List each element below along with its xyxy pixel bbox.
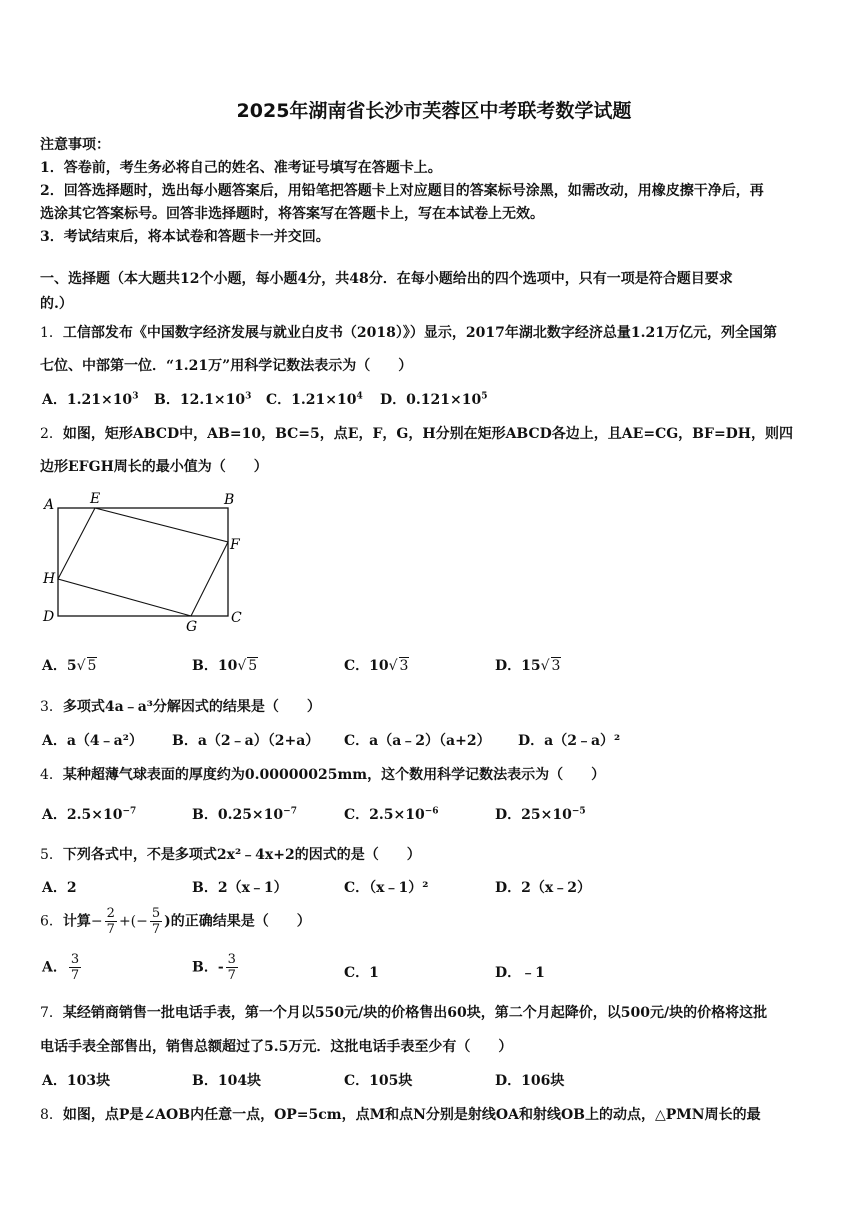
label-g: G (186, 619, 198, 635)
q1-text-a: 工信部发布《中国数字经济发展与就业白皮书（2018）》）显示，2017年湖北数字经济总量1.21万亿元，列全国第 (62, 325, 777, 341)
label-h: H (43, 571, 56, 587)
q7-option-a: A．103块 (42, 1073, 111, 1089)
q2-line-a (40, 423, 828, 443)
q5-line (40, 844, 828, 864)
q5-option-c: C．（x﹣1）² (344, 880, 429, 896)
q3-option-c: C．a（a﹣2）（a+2） (344, 733, 491, 749)
q5-number: 5． (40, 847, 63, 863)
label-d: D (43, 609, 55, 625)
section-heading-a: 一、选择题（本大题共12个小题，每小题4分，共48分．在每小题给出的四个选项中，只有一项是符合题目要求 (40, 271, 733, 287)
q7-option-d: D．106块 (495, 1073, 565, 1089)
q6-option-c: C．1 (344, 965, 379, 981)
q2-text-a: 如图，矩形ABCD中，AB=10，BC=5，点E，F，G，H分别在矩形ABCD各边上，且AE=CG，BF=DH，则四 (62, 426, 794, 442)
q1-number: 1． (40, 325, 63, 341)
q7-line-a (40, 1002, 828, 1022)
q5-option-d: D．2（x﹣2） (495, 880, 591, 896)
q1-option-b: B．$12.1\times 10^3$ (154, 391, 252, 408)
q3-option-a: A．a（4﹣a²） (42, 733, 143, 749)
q4-line (40, 764, 828, 784)
label-e: E (90, 491, 101, 507)
q2-line-b: 边形EFGH周长的最小值为（ ） (40, 459, 268, 475)
q1-option-c: C．$1.21\times 10^4$ (266, 391, 363, 408)
label-f: F (230, 537, 240, 553)
q3-number: 3． (40, 699, 63, 715)
note-3: 3．考试结束后，将本试卷和答题卡一并交回。 (40, 229, 330, 245)
q4-option-c: C．$2.5\times 10^{-6}$ (344, 806, 439, 823)
q4-option-d: D．$25\times 10^{-5}$ (495, 806, 586, 823)
q7-option-c: C．105块 (344, 1073, 413, 1089)
q7-option-b: B．104块 (192, 1073, 262, 1089)
q6-fraction-1: $\frac{2}{7}$ (106, 906, 115, 937)
q3-line (40, 696, 828, 716)
label-c: C (231, 610, 242, 626)
q6-option-a: A． $\frac{3}{7}$ (42, 952, 80, 983)
q2-option-c: C．10√ 3 (344, 658, 409, 674)
q5-option-a: A．2 (42, 880, 77, 896)
q7-line-b: 电话手表全部售出，销售总额超过了5.5万元．这批电话手表至少有（ ） (40, 1039, 513, 1055)
q8-text-a: 如图，点P是∠AOB内任意一点，OP=5cm，点M和点N分别是射线OA和射线OB上的动点，△PMN周长的最 (62, 1107, 761, 1123)
q6-option-d: D．﹣1 (495, 965, 545, 981)
q2-option-d: D．15√ 3 (495, 658, 561, 674)
q8-line-a (40, 1104, 828, 1124)
q6-fraction-2: $\frac{5}{7}$ (151, 906, 161, 937)
q3-option-d: D．a（2﹣a）² (518, 733, 621, 749)
q4-option-b: B．$0.25\times 10^{-7}$ (192, 806, 297, 823)
q3-option-b: B．a（2﹣a）（2+a） (172, 733, 320, 749)
q1-line-a (40, 322, 828, 342)
section-heading-b: 的.） (40, 296, 73, 312)
note-1: 1．答卷前，考生务必将自己的姓名、准考证号填写在答题卡上。 (40, 160, 442, 176)
q6-option-b: B．- $\frac{3}{7}$ (192, 952, 236, 983)
q4-number: 4． (40, 767, 63, 783)
q5-option-b: B．2（x﹣1） (192, 880, 288, 896)
q5-text: 下列各式中，不是多项式2x²﹣4x+2的因式的是（ ） (62, 847, 421, 863)
q7-text-a: 某经销商销售一批电话手表，第一个月以550元/块的价格售出60块，第二个月起降价，以500元/块的价格将这批 (62, 1005, 768, 1021)
q6-line: 6．计算− $\frac{2}{7}$ +(− $\frac{5}{7}$ )的正确结果是（ ） (40, 906, 311, 937)
q3-text: 多项式4a﹣a³分解因式的结果是（ ） (62, 699, 321, 715)
q7-number: 7． (40, 1005, 63, 1021)
q4-text: 某种超薄气球表面的厚度约为0.00000025mm，这个数用科学记数法表示为（ ） (62, 767, 606, 783)
rectangle-abcd (58, 508, 228, 616)
quadrilateral-efgh (58, 508, 228, 616)
q2-option-b: B．10√ 5 (192, 658, 258, 674)
label-a: A (44, 497, 55, 513)
note-2b: 选涂其它答案标号。回答非选择题时，将答案写在答题卡上，写在本试卷上无效。 (40, 206, 544, 222)
note-2a: 2．回答选择题时，选出每小题答案后，用铅笔把答题卡上对应题目的答案标号涂黑，如需改动，用橡皮擦干净后，再 (40, 183, 764, 199)
rectangle-figure (38, 488, 258, 636)
notes-heading: 注意事项： (40, 137, 110, 153)
q1-option-d: D．$0.121\times 10^5$ (380, 391, 488, 408)
page-title: 2025年湖南省长沙市芙蓉区中考联考数学试题 (236, 100, 632, 122)
q1-option-a: A．$1.21\times 10^3$ (42, 391, 139, 408)
q2-option-a: A．5√ 5 (42, 658, 97, 674)
q4-option-a: A．$2.5\times 10^{-7}$ (42, 806, 137, 823)
q6-number: 6． (40, 913, 63, 930)
label-b: B (224, 492, 235, 508)
q1-line-b: 七位、中部第一位．“1.21万”用科学记数法表示为（ ） (40, 358, 413, 374)
q2-number: 2． (40, 426, 63, 442)
q8-number: 8． (40, 1107, 63, 1123)
